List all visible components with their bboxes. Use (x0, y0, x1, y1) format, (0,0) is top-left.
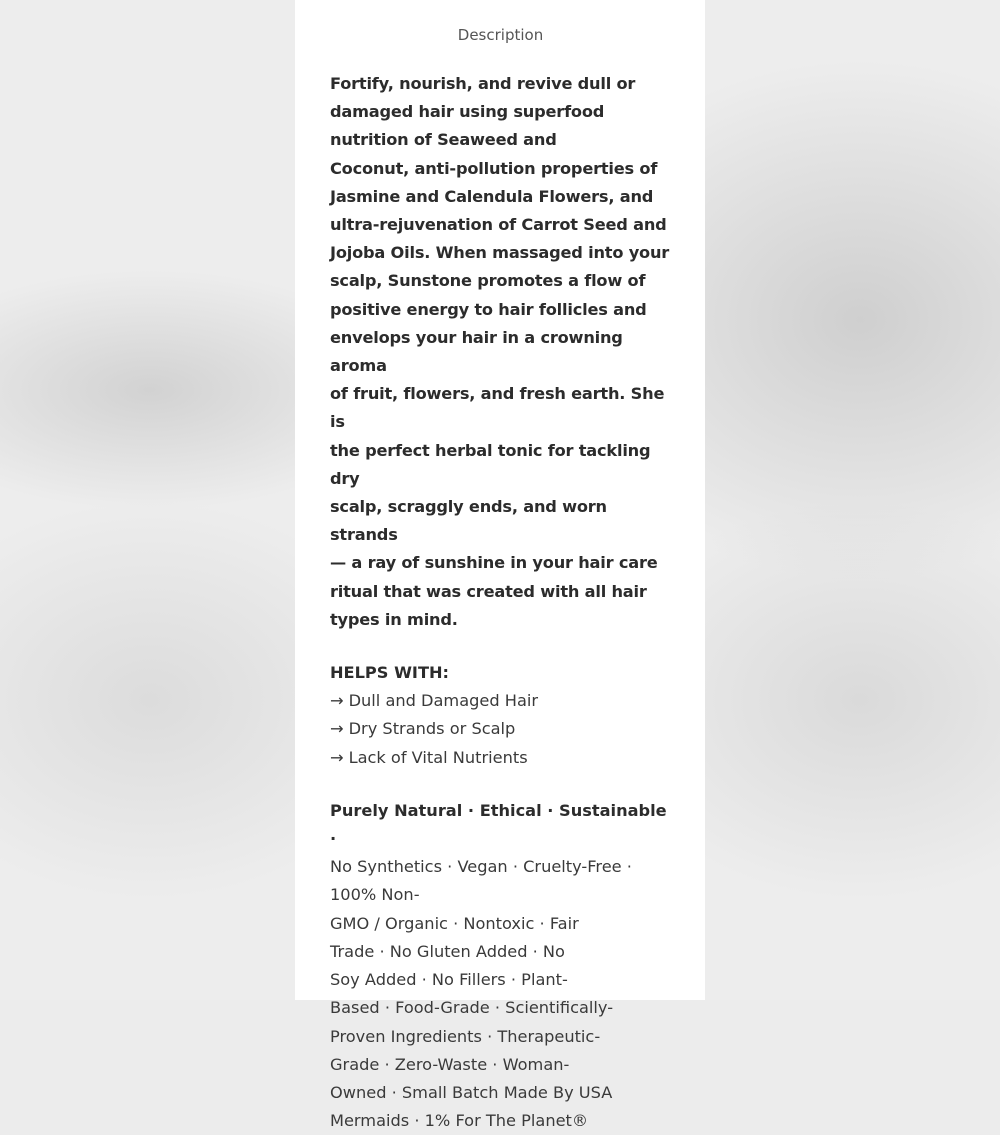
claims-bold-line: Purely Natural · Ethical · Sustainable · (330, 800, 667, 849)
arrow-right-icon: → (330, 691, 344, 711)
claims-list-text: No Synthetics · Vegan · Cruelty-Free · 100% Non- GMO / Organic · Nontoxic · Fair Trade · No Gluten Added · No Soy Added · No Fillers · Plant- Based · Food-Grade · Scientifically- Proven Ingredients · Therapeutic- Grade · Zero-Waste · Woman- Owned · Small Batch Made By USA Mermaids · 1% For The Planet® (330, 857, 632, 1131)
arrow-right-icon: → (330, 719, 344, 739)
description-tab-title[interactable]: Description (457, 26, 544, 44)
helps-with-item (330, 715, 671, 743)
description-panel[interactable] (295, 0, 705, 1131)
helps-with-item-label: Dull and Damaged Hair (348, 691, 539, 711)
helps-with-section (330, 659, 671, 772)
helps-with-item (330, 687, 671, 715)
helps-with-item-label: Lack of Vital Nutrients (348, 747, 528, 767)
product-description-text: Fortify, nourish, and revive dull or damaged hair using superfood nutrition of Seaweed and Coconut, anti-pollution properties of Jasmine and Calendula Flowers, and ultra-rejuvenation of Carrot Seed and Jojoba Oils. When massaged into your scalp, Sunstone promotes a flow of positive energy to hair follicles and envelops your hair in a crowning aroma of fruit, flowers, and fresh earth. She is the perfect herbal tonic for tackling dry scalp, scraggly ends, and worn strands — a ray of sunshine in your hair care ritual that was created with all hair types in mind. (330, 74, 670, 629)
helps-with-item-label: Dry Strands or Scalp (348, 719, 516, 739)
helps-with-heading: HELPS WITH: (330, 663, 450, 683)
arrow-right-icon: → (330, 747, 344, 767)
helps-with-item (330, 744, 671, 772)
product-claims-section (330, 797, 671, 1135)
